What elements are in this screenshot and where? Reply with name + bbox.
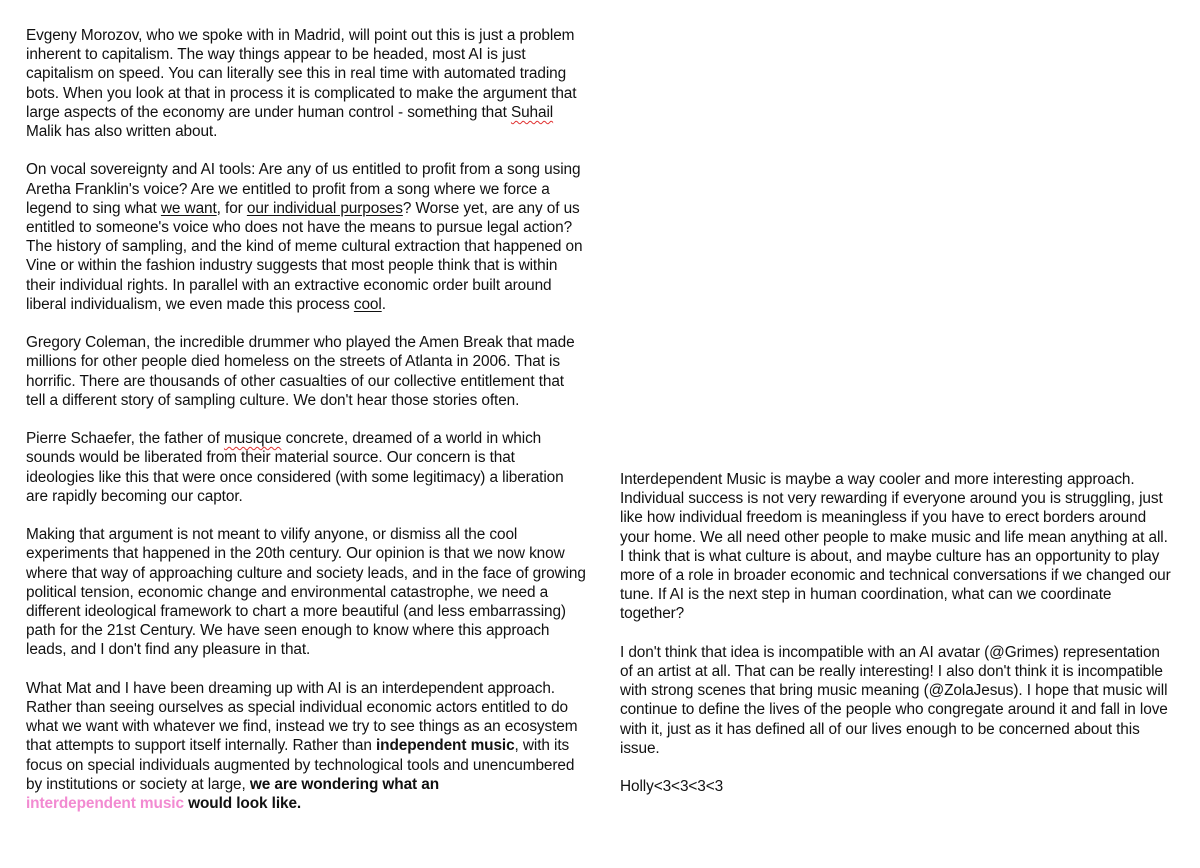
bold-text: independent music bbox=[376, 737, 515, 755]
text-span: Pierre Schaefer, the father of bbox=[26, 430, 224, 448]
misspelled-word[interactable]: Suhail bbox=[510, 103, 554, 121]
text-span: On vocal sovereignty and AI tools: Are any of us entitled to profit from a song using Aretha Franklin's voice? Are we entitled to profit from a song where we force a legend to sing what bbox=[26, 161, 581, 217]
paragraph-argument: Making that argument is not meant to vilify anyone, or dismiss all the cool experiments that happened in the 20th century. Our opinion is that we now know where that way of approaching culture and society leads, and in the face of growing political tension, economic change and environmental catastrophe, we need a different ideological framework to chart a more beautiful (and less embarrassing) path for the 21st Century. We have seen enough to know where this approach leads, and I don't find any pleasure in that. bbox=[26, 526, 586, 659]
bold-text: would look like. bbox=[183, 795, 302, 813]
underlined-text: our individual purposes bbox=[246, 199, 403, 217]
paragraph-morozov bbox=[26, 26, 586, 141]
left-text-column bbox=[26, 26, 586, 813]
pink-highlight-text: interdependent music bbox=[26, 795, 184, 813]
text-span: concrete, dreamed of a world in which sounds would be liberated from their material source. Our concern is that ideologies like this that were once considered (with some legitimacy) a liberation are rapidly becoming our captor. bbox=[26, 430, 564, 505]
paragraph-ai-avatar: I don't think that idea is incompatible with an AI avatar (@Grimes) representation of an artist at all. That can be really interesting! I also don't think it is incompatible with strong scenes that bring music meaning (@ZolaJesus). I hope that music will continue to define the lives of the people who congregate around it and fall in love with it, just as it has defined all of our lives enough to be concerned about this issue. bbox=[620, 643, 1168, 757]
bold-text: we are wondering what an bbox=[249, 775, 440, 793]
text-span: , with its focus on special individuals augmented by technological tools and unencumbered by institutions or society at large, bbox=[26, 737, 575, 793]
underlined-text: cool bbox=[353, 295, 382, 313]
right-text-column bbox=[620, 470, 1176, 796]
paragraph-vocal-sovereignty bbox=[26, 160, 586, 314]
text-span: What Mat and I have been dreaming up with AI is an interdependent approach. Rather than seeing ourselves as special individual economic actors entitled to do what we want with whatever we find, instead we try to see things as an ecosystem that attempts to support itself internally. Rather than bbox=[26, 679, 578, 755]
misspelled-word[interactable]: musique bbox=[223, 430, 282, 448]
signature: Holly<3<3<3<3 bbox=[620, 778, 724, 796]
paragraph-interdependent-approach bbox=[26, 679, 586, 813]
text-span: Evgeny Morozov, who we spoke with in Madrid, will point out this is just a problem inherent to capitalism. The way things appear to be headed, most AI is just capitalism on speed. You can literally see this in real time with automated trading bots. When you look at that in process it is complicated to make the argument that large aspects of the economy are under human control - something that bbox=[26, 27, 577, 121]
text-span: . bbox=[381, 295, 386, 313]
paragraph-gregory-coleman: Gregory Coleman, the incredible drummer who played the Amen Break that made millions for other people died homeless on the streets of Atlanta in 2006. That is horrific. There are thousands of other casualties of our collective entitlement that tell a different story of sampling culture. We don't hear those stories often. bbox=[26, 334, 575, 409]
text-span: ? Worse yet, are any of us entitled to someone's voice who does not have the means to pursue legal action? The history of sampling, and the kind of meme cultural extraction that happened on Vine or within the fashion industry suggests that most people think that is within their individual rights. In parallel with an extractive economic order built around liberal individualism, we even made this process bbox=[26, 199, 583, 313]
paragraph-interdependent-music: Interdependent Music is maybe a way cooler and more interesting approach. Individual success is not very rewarding if everyone around you is struggling, just like how individual freedom is meaningless if you have to erect borders around your home. We all need other people to make music and life mean anything at all. I think that is what culture is about, and maybe culture has an opportunity to play more of a role in broader economic and technical conversations if we changed our tune. If AI is the next step in human coordination, what can we coordinate together? bbox=[620, 471, 1171, 623]
text-span: Malik has also written about. bbox=[26, 123, 218, 141]
text-span: , for bbox=[216, 199, 247, 217]
paragraph-pierre-schaefer bbox=[26, 429, 586, 506]
underlined-text: we want bbox=[160, 199, 217, 217]
